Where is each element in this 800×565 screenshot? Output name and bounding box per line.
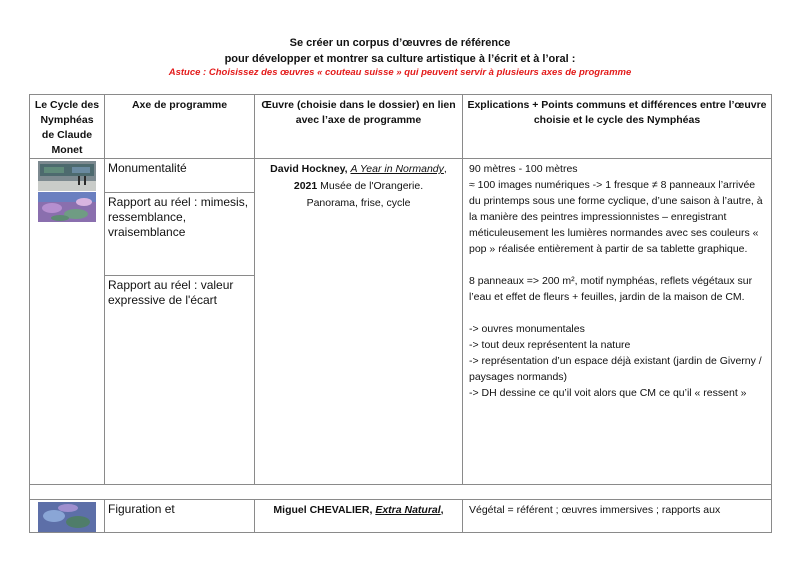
explanation-line: 8 panneaux => 200 m², motif nymphéas, reflets végétaux sur l’eau et effet de fleurs + feuilles, jardin de la maison de CM. [469,275,753,303]
artwork-year: 2021 [293,180,318,192]
spacer-cell [30,485,772,500]
reference-works-table [29,94,772,533]
explanation-line: -> tout deux représentent la nature [469,339,631,351]
axe-rapport-reel-mimesis: Rapport au réel : mimesis, ressemblance, vraisemblance [105,193,255,276]
explanation-line: -> ouvres monumentales [469,323,585,335]
document-title-line-2: pour développer et montrer sa culture artistique à l’écrit et à l’oral : [224,53,576,65]
artist-name-2: Miguel CHEVALIER, [273,504,373,516]
artwork-title-2: Extra Natural [375,504,441,516]
header-axe: Axe de programme [105,95,255,159]
table-row [30,500,772,533]
table-header-row [30,95,772,159]
explanation-line: 90 mètres - 100 mètres [469,163,578,175]
artwork-title: A Year in Normandy [350,163,444,175]
table-row [30,159,772,193]
axe-figuration: Figuration et [105,500,255,533]
axe-rapport-reel-ecart: Rapport au réel : valeur expressive de l'écart [105,276,255,485]
water-lilies-image [38,192,96,222]
header-monet-cycle: Le Cycle des Nymphéas de Claude Monet [30,95,105,159]
header-explications: Explications + Points communs et différences entre l’œuvre choisie et le cycle des Nymphéas [463,95,772,159]
artwork-museum: Musée de l'Orangerie. [320,180,424,192]
tip-text: Astuce : Choisissez des œuvres « couteau suisse » qui peuvent servir à plusieurs axes de programme [168,67,632,78]
artwork-keywords: Panorama, frise, cycle [306,197,411,209]
oeuvre-chevalier-cell [255,500,463,533]
orangerie-room-image [38,161,96,191]
explanation-line: ≈ 100 images numériques -> 1 fresque ≠ 8 panneaux l’arrivée du printemps sous une forme cyclique, d’une saison à l’autre, à la manière des peintres impressionnistes – enregistrant méticuleusement les lumières normandes avec ses couleurs « pop » réalisée entièrement à partir de sa tablette graphique. [469,179,763,255]
title-separator: , [443,163,447,175]
header-oeuvre: Œuvre (choisie dans le dossier) en lien avec l’axe de programme [255,95,463,159]
artist-name: David Hockney, [270,163,348,175]
spacer-row [30,485,772,500]
explanation-hockney-cell [463,159,772,485]
explanation-chevalier-cell: Végétal = référent ; œuvres immersives ; rapports aux [463,500,772,533]
oeuvre-hockney-cell [255,159,463,485]
axe-monumentalite: Monumentalité [105,159,255,193]
explanation-line: -> représentation d’un espace déjà existant (jardin de Giverny / paysages normands) [469,355,762,383]
water-lilies-image-2 [38,502,96,532]
monet-thumbnails-cell [30,159,105,485]
document-title-line-1: Se créer un corpus d’œuvres de référence [289,37,511,49]
title-separator-2: , [440,504,444,516]
explanation-line: -> DH dessine ce qu’il voit alors que CM ce qu’il « ressent » [469,387,747,399]
monet-thumbnail-cell-2 [30,500,105,533]
